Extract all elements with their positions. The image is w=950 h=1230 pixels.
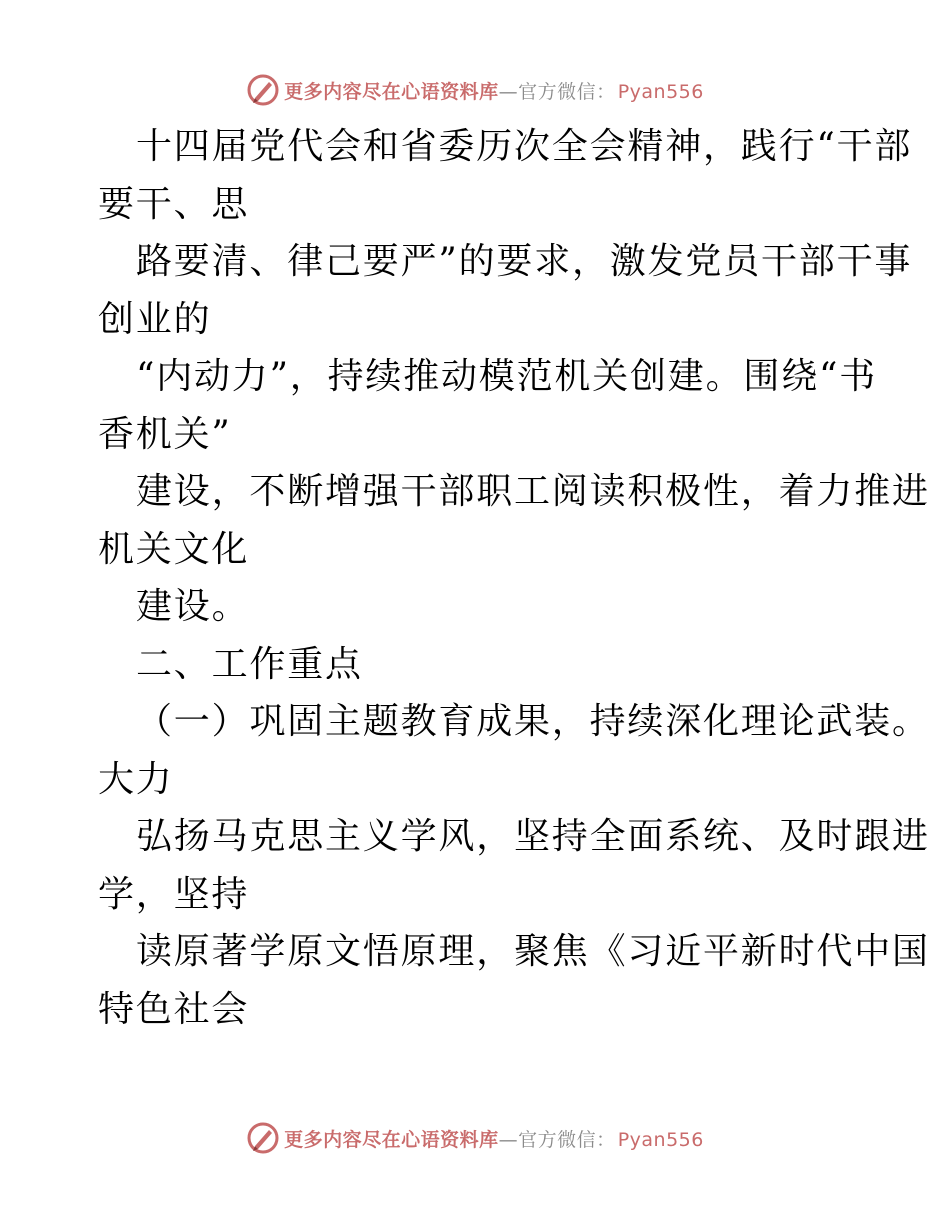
text-line: 创业的 bbox=[98, 298, 212, 340]
text-line: （一）巩固主题教育成果，持续深化理论武装。 bbox=[136, 701, 930, 742]
text-line: 读原著学原文悟原理，聚焦《习近平新时代中国 bbox=[136, 931, 930, 972]
banner-wechat-id: Pyan556 bbox=[617, 1128, 704, 1151]
text-line: 机关文化 bbox=[98, 528, 250, 570]
footer-banner bbox=[0, 1118, 950, 1158]
text-line: 特色社会 bbox=[98, 988, 250, 1030]
banner-wechat-id: Pyan556 bbox=[617, 80, 704, 103]
text-line: 十四届党代会和省委历次全会精神，践行“干部 bbox=[136, 126, 913, 167]
header-banner bbox=[0, 70, 950, 110]
banner-separator: — bbox=[498, 1128, 519, 1151]
pen-logo-icon bbox=[246, 73, 280, 107]
text-line: 建设。 bbox=[136, 586, 250, 627]
banner-wechat-label: 官方微信： bbox=[518, 1128, 616, 1151]
pen-logo-icon bbox=[246, 1121, 280, 1155]
section-heading: 二、工作重点 bbox=[136, 643, 363, 685]
banner-brand: 更多内容尽在心语资料库 bbox=[284, 1128, 499, 1151]
document-body bbox=[98, 118, 930, 1038]
banner-separator: — bbox=[498, 80, 519, 103]
text-line: 香机关” bbox=[98, 413, 232, 455]
text-line: 建设，不断增强干部职工阅读积极性，着力推进 bbox=[136, 471, 930, 512]
text-line: 路要清、律己要严”的要求，激发党员干部干事 bbox=[136, 241, 913, 282]
text-line: 弘扬马克思主义学风，坚持全面系统、及时跟进 bbox=[136, 816, 930, 857]
banner-brand: 更多内容尽在心语资料库 bbox=[284, 80, 499, 103]
text-line: 要干、思 bbox=[98, 183, 250, 225]
text-line: 学，坚持 bbox=[98, 873, 250, 915]
text-line: “内动力”，持续推动模范机关创建。围绕“书 bbox=[136, 356, 878, 397]
text-line: 大力 bbox=[98, 758, 174, 800]
banner-wechat-label: 官方微信： bbox=[518, 80, 616, 103]
